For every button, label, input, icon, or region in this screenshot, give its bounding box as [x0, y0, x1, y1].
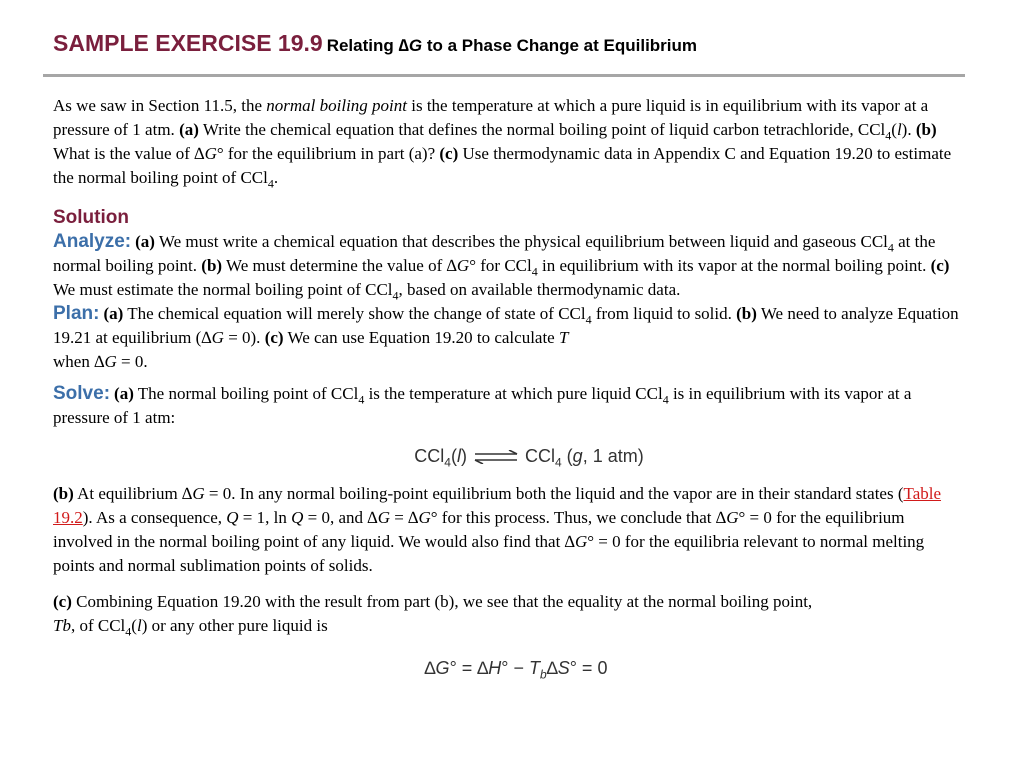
exercise-body: [53, 94, 965, 694]
page-title: [53, 30, 697, 57]
exercise-subtitle: Relating ∆G to a Phase Change at Equilibrium: [326, 36, 698, 55]
phase-equilibrium-equation: CCl$_4$(l) CCl$_4$ (g, 1 atm): [414, 446, 644, 470]
analyze-section: Analyze: (a) We must write a chemical equation that describes the physical equilibrium between liquid and gaseous CCl$_4$ at the normal boiling point. (b) We must determine the value of ∆G° for CCl$_4$ in equilibrium with its vapor at the normal boiling point. (c) We must estimate the normal boiling point of CCl$_4$, based on available thermodynamic data.: [53, 231, 950, 303]
part-b-text: (b) At equilibrium ∆G = 0. In any normal boiling-point equilibrium both the liquid and the vapor are in their standard states (Table 19.2). As a consequence, Q = 1, ln Q = 0, and ∆G = ∆G° for this process. Thus, we conclude that ∆G° = 0 for the equilibrium involved in the normal boiling point of any liquid. We would also find that ∆G° = 0 for the equilibria relevant to normal melting points and normal sublimation points of solids.: [53, 484, 942, 575]
solution-heading: Solution: [53, 207, 129, 228]
gibbs-equation: $\Delta G^\circ = \Delta H^\circ - T_b\Delta S^\circ = 0$: [424, 658, 608, 682]
exercise-number: SAMPLE EXERCISE 19.9: [53, 30, 323, 56]
solve-section: Solve: (a) The normal boiling point of CCl$_4$ is the temperature at which pure liquid CCl$_4$ is in equilibrium with its vapor at a pressure of 1 atm:: [53, 383, 912, 427]
part-c-text: (c) Combining Equation 19.20 with the result from part (b), we see that the equality at the normal boiling point, Tb, of CCl$_4$(l) or any other pure liquid is: [53, 592, 813, 639]
solve-label: Solve:: [53, 383, 111, 404]
plan-label: Plan:: [53, 303, 100, 324]
plan-section: Plan: (a) The chemical equation will merely show the change of state of CCl$_4$ from liquid to solid. (b) We need to analyze Equation 19.21 at equilibrium (∆G = 0). (c) We can use Equation 19.20 to calculate T when ∆G = 0.: [53, 303, 959, 371]
problem-statement: As we saw in Section 11.5, the normal boiling point is the temperature at which a pure liquid is in equilibrium with its vapor at a pressure of 1 atm. (a) Write the chemical equation that defines the normal boiling point of liquid carbon tetrachloride, CCl$_4$(l). (b) What is the value of ∆G° for the equilibrium in part (a)? (c) Use thermodynamic data in Appendix C and Equation 19.20 to estimate the normal boiling point of CCl$_4$.: [53, 96, 952, 191]
equilibrium-arrow-icon: [473, 450, 519, 464]
table-19-2-link[interactable]: Table 19.2: [53, 484, 942, 527]
title-divider: [43, 74, 965, 77]
analyze-label: Analyze:: [53, 231, 132, 252]
